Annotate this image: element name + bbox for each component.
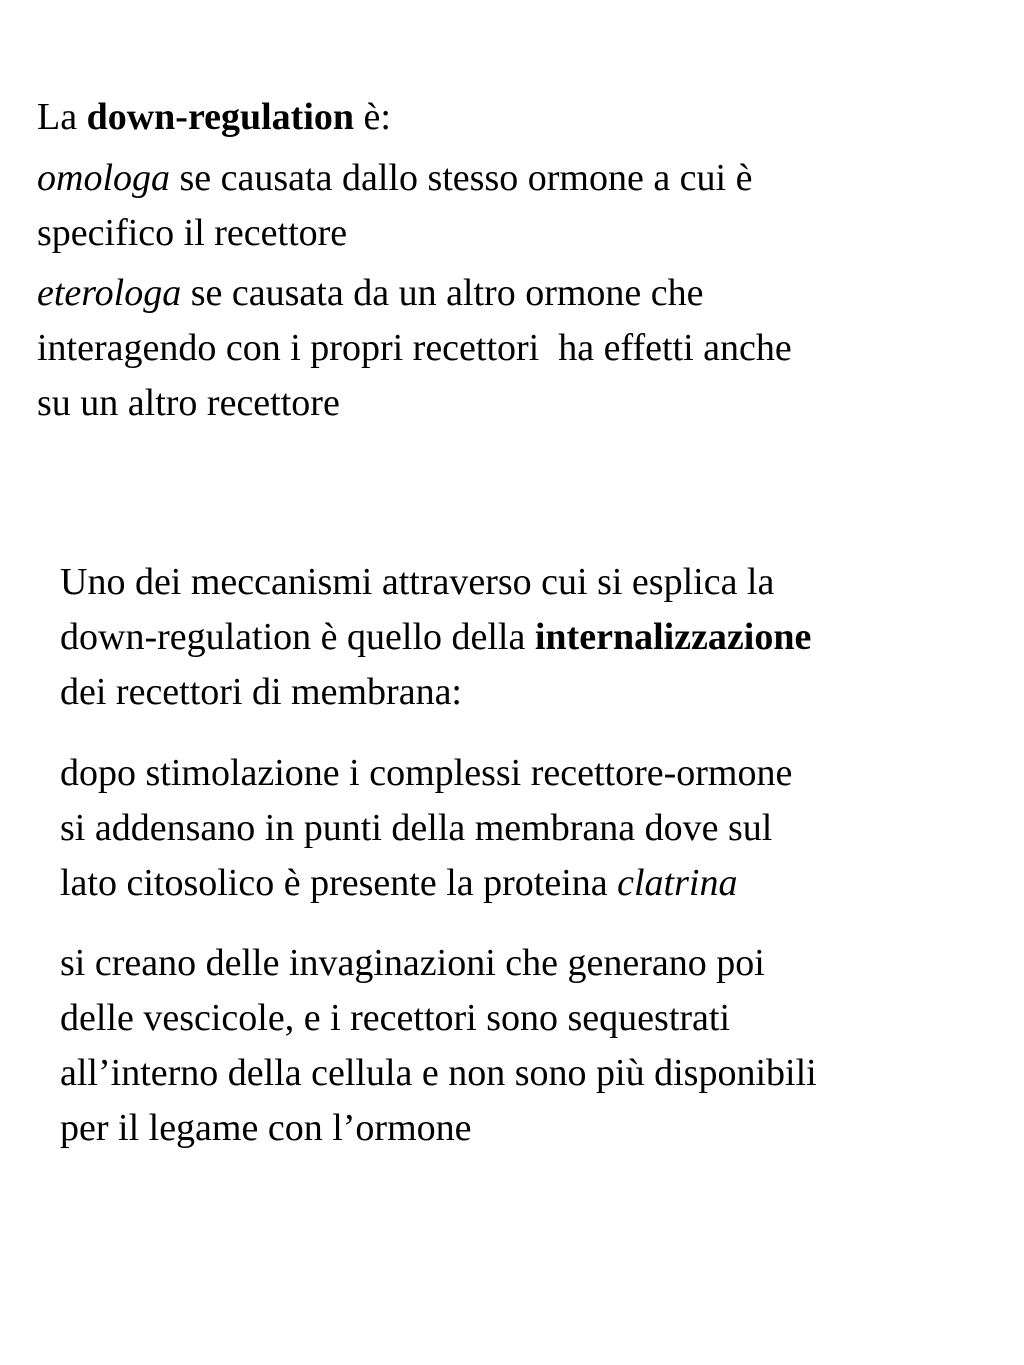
vesicles-line3: all’interno della cellula e non sono più disponibili xyxy=(60,1052,817,1094)
mechanism-section xyxy=(60,555,1000,1156)
eterologa-text-line1: se causata da un altro ormone che xyxy=(181,272,704,314)
down-regulation-term: down-regulation xyxy=(86,96,355,138)
vesicles-line4: per il legame con l’ormone xyxy=(60,1107,472,1149)
mechanism-line3: dei recettori di membrana: xyxy=(60,671,462,713)
vesicles-line1: si creano delle invaginazioni che generano poi xyxy=(60,942,765,984)
definition-section xyxy=(37,90,997,431)
eterologa-paragraph xyxy=(37,266,997,431)
eterologa-text-line2: interagendo con i propri recettori ha effetti anche xyxy=(37,327,792,369)
vesicles-paragraph xyxy=(60,936,1000,1156)
eterologa-term: eterologa xyxy=(37,272,182,314)
stimulation-line1: dopo stimolazione i complessi recettore-ormone xyxy=(60,752,793,794)
vesicles-line2: delle vescicole, e i recettori sono sequestrati xyxy=(60,997,731,1039)
stimulation-line3-prefix: lato citosolico è presente la proteina xyxy=(60,862,618,904)
mechanism-line1: Uno dei meccanismi attraverso cui si esplica la xyxy=(60,561,775,603)
omologa-term: omologa xyxy=(37,157,170,199)
stimulation-line2: si addensano in punti della membrana dove sul xyxy=(60,807,773,849)
intro-paragraph xyxy=(37,90,997,145)
clatrina-term: clatrina xyxy=(617,862,738,904)
eterologa-text-line3: su un altro recettore xyxy=(37,382,340,424)
omologa-text-line1: se causata dallo stesso ormone a cui è xyxy=(170,157,753,199)
omologa-text-line2: specifico il recettore xyxy=(37,212,348,254)
mechanism-line2-prefix: down-regulation è quello della xyxy=(60,616,535,658)
mechanism-paragraph xyxy=(60,555,1000,720)
omologa-paragraph xyxy=(37,151,997,261)
stimulation-paragraph xyxy=(60,746,1000,911)
intro-suffix: è: xyxy=(354,96,391,138)
internalizzazione-term: internalizzazione xyxy=(534,616,812,658)
intro-prefix: La xyxy=(37,96,87,138)
